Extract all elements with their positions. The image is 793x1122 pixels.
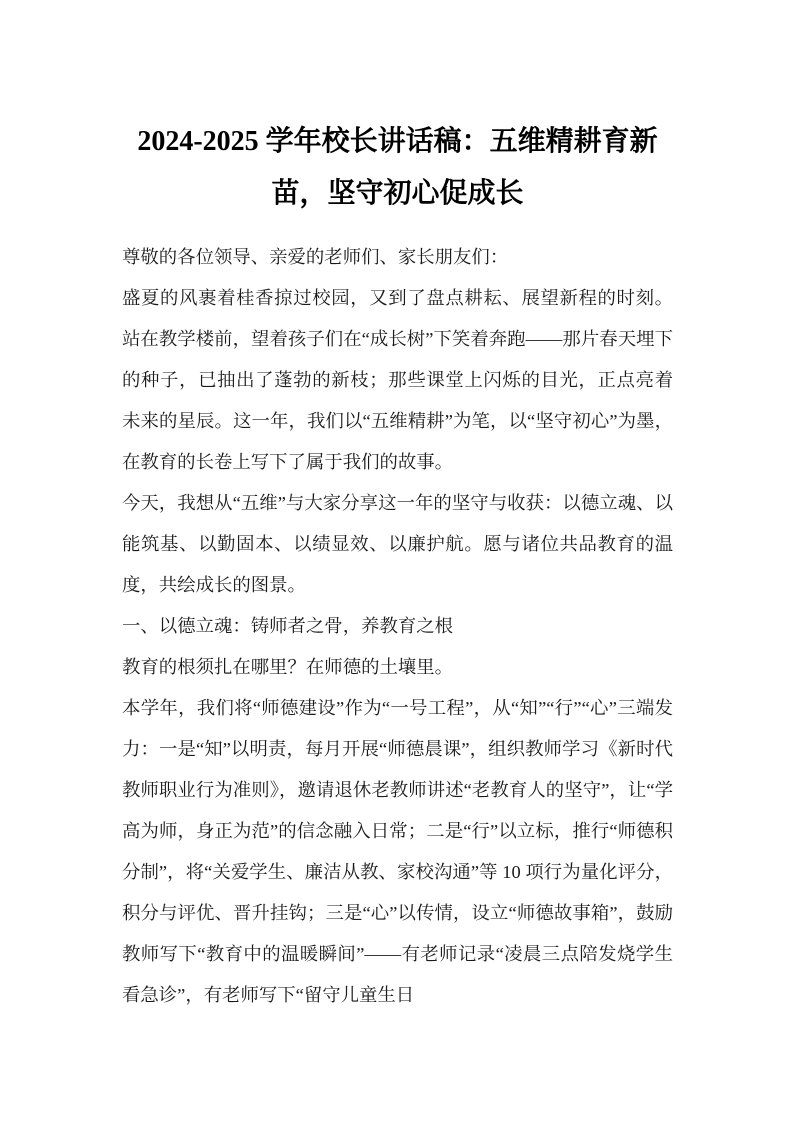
- document-title: 2024-2025 学年校长讲话稿：五维精耕育新苗，坚守初心促成长: [137, 126, 658, 209]
- section-one-body-paragraph: 本学年，我们将“师德建设”作为“一号工程”，从“知”“行”“心”三端发力：一是“知”以明责，每月开展“师德晨课”，组织教师学习《新时代教师职业行为准则》，邀请退休老教师讲述“老教育人的坚守”，让“学高为师，身正为范”的信念融入日常；二是“行”以立标，推行“师德积分制”，将“关爱学生、廉洁从教、家校沟通”等 10 项行为量化评分，积分与评优、晋升挂钩；三是“心”以传情，设立“师德故事箱”，鼓励教师写下“教育中的温暖瞬间”——有老师记录“凌晨三点陪发烧学生看急诊”，有老师写下“留守儿童生日: [122, 698, 673, 1005]
- opening-paragraph: 盛夏的风裹着桂香掠过校园，又到了盘点耕耘、展望新程的时刻。站在教学楼前，望着孩子们在“成长树”下笑着奔跑——那片春天埋下的种子，已抽出了蓬勃的新枝；那些课堂上闪烁的目光，正点亮着未来的星辰。这一年，我们以“五维精耕”为笔，以“坚守初心”为墨，在教育的长卷上写下了属于我们的故事。: [122, 288, 673, 472]
- section-one-heading: 一、以德立魂：铸师者之骨，养教育之根: [122, 616, 454, 636]
- salutation-paragraph: 尊敬的各位领导、亲爱的老师们、家长朋友们：: [122, 247, 509, 267]
- section-one-lead-paragraph: 教育的根须扎在哪里？在师德的土壤里。: [122, 657, 454, 677]
- five-dimensions-overview-paragraph: 今天，我想从“五维”与大家分享这一年的坚守与收获：以德立魂、以能筑基、以勤固本、以绩显效、以廉护航。愿与诸位共品教育的温度，共绘成长的图景。: [122, 493, 673, 595]
- document-body: [122, 237, 673, 1016]
